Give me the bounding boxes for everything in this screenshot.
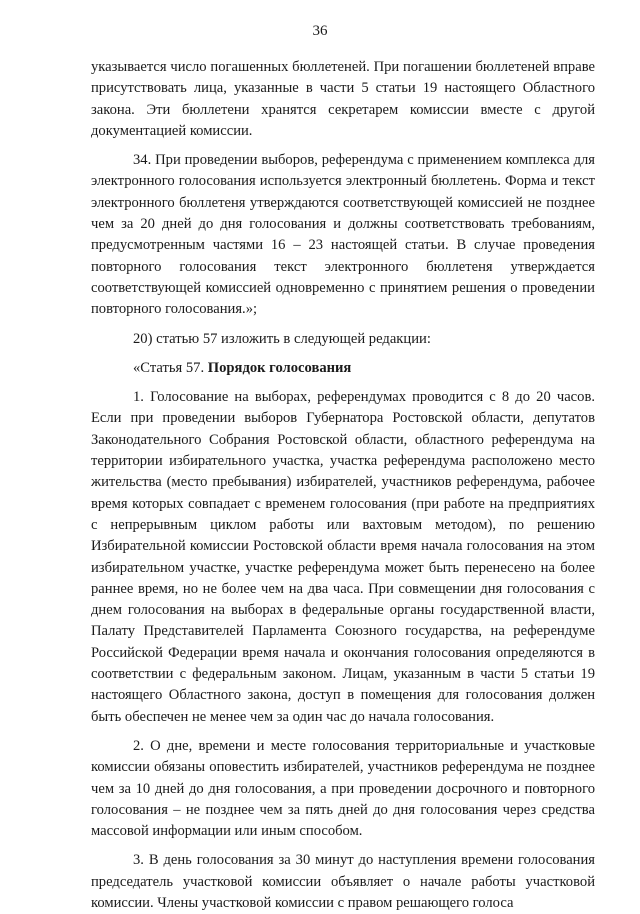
article-heading	[91, 358, 595, 379]
document-body	[91, 57, 595, 914]
paragraph-part-3: 3. В день голосования за 30 минут до наступления времени голосования председатель участковой комиссии объявляет о начале работы участковой комиссии. Члены участковой комиссии с правом решающего голоса	[91, 852, 595, 911]
article-heading-title: Порядок голосования	[207, 359, 352, 376]
article-heading-prefix: «Статья 57.	[133, 359, 208, 376]
paragraph-amendment-20: 20) статью 57 изложить в следующей редакции:	[133, 330, 431, 347]
paragraph-part-1: 1. Голосование на выборах, референдумах проводится с 8 до 20 часов. Если при проведении выборов Губернатора Ростовской области, депутатов Законодательного Собрания Ростовской области, областного референдума на территории избирательного участка, участка референдума расположено место жительства (место пребывания) избирателей, участников референдума, рабочее время которых совпадает с временем голосования (при работе на предприятиях с непрерывным циклом работы или вахтовым методом), по решению Избирательной комиссии Ростовской области время начала голосования на этом избирательном участке, участке референдума может быть перенесено на более раннее время, но не более чем на два часа. При совмещении дня голосования с днем голосования на выборах в федеральные органы государственной власти, Палату Представителей Парламента Союзного государства, на референдуме Российской Федерации время начала и окончания голосования определяются в соответствии с федеральным законом. Лицам, указанным в части 5 статьи 19 настоящего Областного закона, доступ в помещения для голосования должен быть обеспечен не менее чем за один час до начала голосования.	[91, 389, 595, 725]
paragraph-item-34: 34. При проведении выборов, референдума с применением комплекса для электронного голосования используется электронный бюллетень. Форма и текст электронного бюллетеня утверждаются соответствующей комиссией не позднее чем за 20 дней до дня голосования и должны соответствовать требованиям, предусмотренным частями 16 – 23 настоящей статьи. В случае проведения повторного голосования текст электронного бюллетеня утверждается соответствующей комиссией одновременно с принятием решения о проведении повторного голосования.»;	[91, 152, 595, 318]
paragraph-ballot-destruction: указывается число погашенных бюллетеней. При погашении бюллетеней вправе присутствовать лица, указанные в части 5 статьи 19 настоящего Областного закона. Эти бюллетени хранятся секретарем комиссии вместе с другой документацией комиссии.	[91, 59, 595, 139]
page-number: 36	[312, 23, 328, 39]
paragraph-part-2: 2. О дне, времени и месте голосования территориальные и участковые комиссии обязаны оповестить избирателей, участников референдума не позднее чем за 10 дней до дня голосования, а при проведении досрочного и повторного голосования – не позднее чем за пять дней до дня голосования через средства массовой информации или иным способом.	[91, 737, 595, 840]
